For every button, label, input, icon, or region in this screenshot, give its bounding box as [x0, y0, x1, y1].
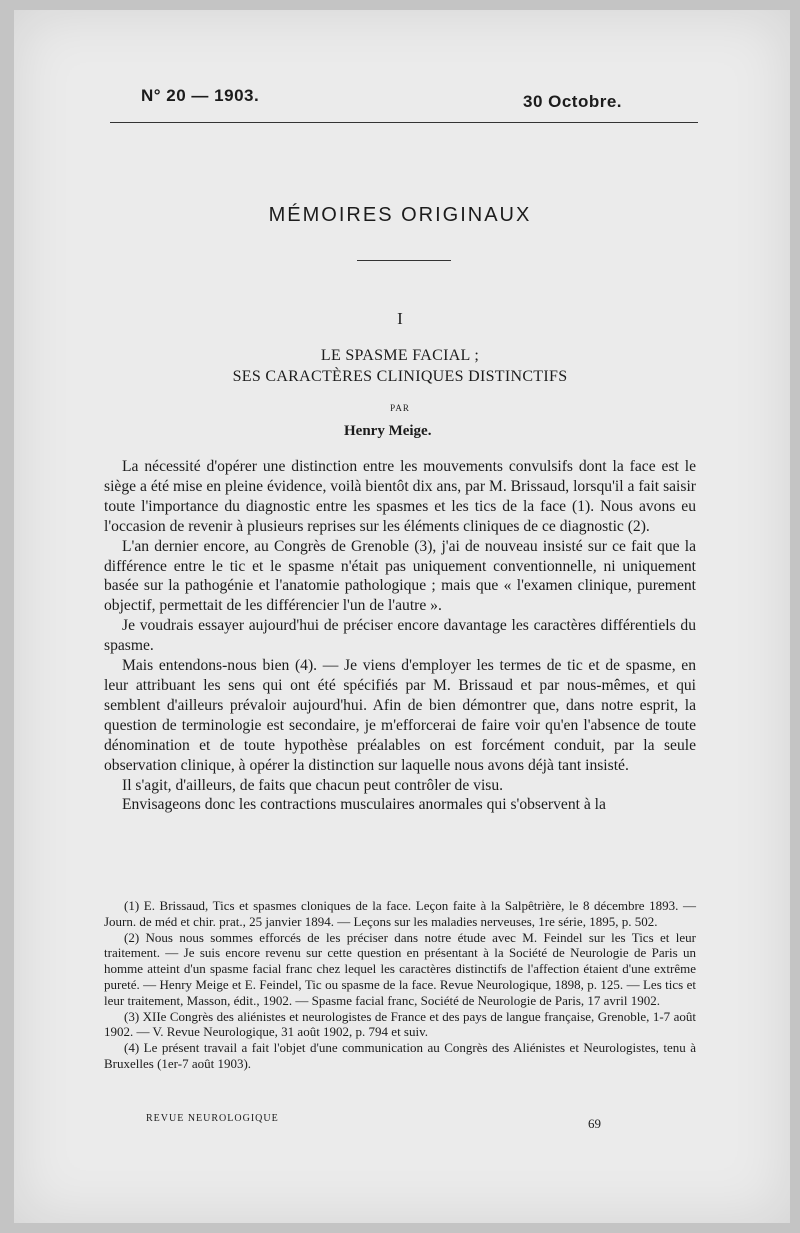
- paragraph-1: La nécessité d'opérer une distinction entre les mouvements convulsifs dont la face est le siège a été mise en pleine évidence, voilà bientôt dix ans, par M. Brissaud, lorsqu'il a fait saisir toute l'importance du diagnostic entre les spasmes et les tics de la face (1). Nous avons eu l'occasion de revenir à plusieurs reprises sur les éléments cliniques de ce diagnostic (2).: [104, 458, 696, 535]
- footnote-2: (2) Nous nous sommes efforcés de les préciser dans notre étude avec M. Feindel sur les Tics et leur traitement. — Je suis encore revenu sur cette question en présentant à la Société de Neurologie de Paris un homme atteint d'un spasme facial franc chez lequel les caractères distinctifs de l'affection étaient d'une extrême pureté. — Henry Meige et E. Feindel, Tic ou spasme de la face. Revue Neurologique, 1898, p. 125. — Les tics et leur traitement, Masson, édit., 1902. — Spasme facial franc, Société de Neurologie de Paris, 17 avril 1902.: [104, 929, 696, 1008]
- paragraph-3: Je voudrais essayer aujourd'hui de préciser encore davantage les caractères différentiels du spasme.: [104, 617, 696, 655]
- article-body: [104, 457, 696, 815]
- paragraph-2: L'an dernier encore, au Congrès de Grenoble (3), j'ai de nouveau insisté sur ce fait que la différence entre le tic et le spasme n'était pas uniquement conventionnelle, ni uniquement basée sur la pathogénie et l'anatomie pathologique ; mais que « l'examen clinique, purement objectif, permettait de les différencier l'un de l'autre ».: [104, 537, 696, 615]
- footnote-1: (1) E. Brissaud, Tics et spasmes cloniques de la face. Leçon faite à la Salpêtrière, le 8 décembre 1893. — Journ. de méd et chir. prat., 25 janvier 1894. — Leçons sur les maladies nerveuses, 1re série, 1895, p. 502.: [104, 898, 696, 929]
- author-name: Henry Meige.: [344, 423, 432, 439]
- footnote-3: (3) XIIe Congrès des aliénistes et neurologistes de France et des pays de langue française, Grenoble, 1-7 août 1902. — V. Revue Neurologique, 31 août 1902, p. 794 et suiv.: [104, 1008, 696, 1040]
- article-numeral: I: [397, 309, 403, 328]
- article-title-line-1: LE SPASME FACIAL ;: [320, 347, 480, 364]
- title-rule: [357, 260, 451, 261]
- paragraph-6: Envisageons donc les contractions musculaires anormales qui s'observent à la: [122, 796, 606, 814]
- paragraph-4: Mais entendons-nous bien (4). — Je viens d'employer les termes de tic et de spasme, en leur attribuant les sens qui ont été spécifiés par M. Brissaud et par nous-mêmes, et qui semblent d'ailleurs prévaloir aujourd'hui. Afin de bien démontrer que, dans notre esprit, la question de terminologie est secondaire, je m'efforcerai de faire voir qu'en l'absence de toute dénomination et de toute hypothèse préalables on est forcément conduit, par la seule observation clinique, à opérer la distinction sur laquelle nous avons déjà tant insisté.: [104, 657, 696, 774]
- article-title-line-2: SES CARACTÈRES CLINIQUES DISTINCTIFS: [232, 368, 568, 385]
- footnote-4: (4) Le présent travail a fait l'objet d'une communication au Congrès des Aliénistes et Neurologistes, tenu à Bruxelles (1er-7 août 1903).: [104, 1040, 696, 1071]
- page-number: 69: [588, 1116, 601, 1131]
- article-title: [0, 345, 800, 387]
- header-rule: [110, 122, 698, 123]
- paragraph-5: Il s'agit, d'ailleurs, de faits que chacun peut contrôler de visu.: [122, 776, 504, 794]
- journal-name: REVUE NEUROLOGIQUE: [146, 1113, 279, 1124]
- footnotes: [104, 898, 696, 1072]
- issue-number: N° 20 — 1903.: [141, 86, 260, 105]
- issue-date: 30 Octobre.: [523, 92, 623, 111]
- section-title: MÉMOIRES ORIGINAUX: [268, 204, 532, 226]
- byline-par: PAR: [390, 403, 410, 413]
